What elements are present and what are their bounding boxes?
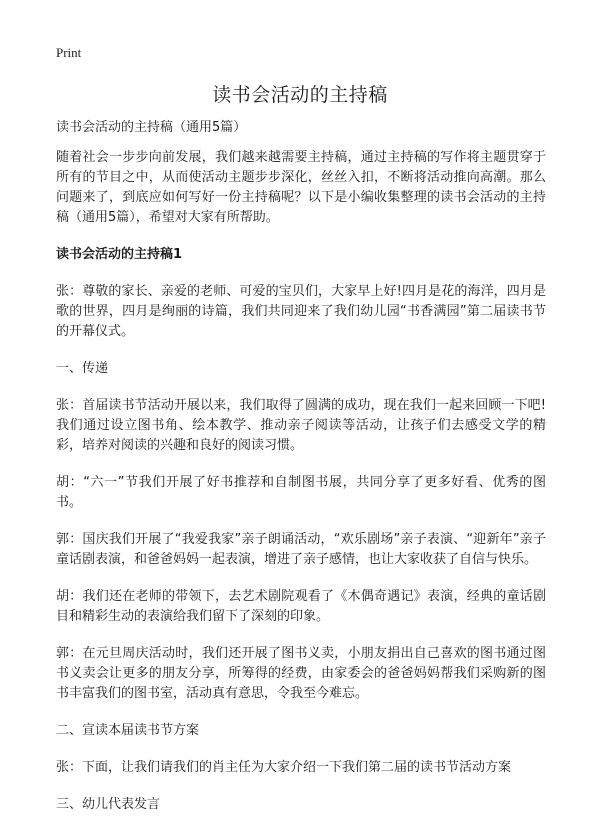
- body-paragraph: 张：尊敬的家长、亲爱的老师、可爱的宝贝们，大家早上好!四月是花的海洋，四月是歌的世界，四月是绚丽的诗篇，我们共同迎来了我们幼儿园“书香满园”第二届读书节的开幕仪式。: [56, 284, 546, 339]
- print-link[interactable]: Print: [56, 45, 82, 60]
- body-paragraph: 胡：“六一”节我们开展了好书推荐和自制图书展，共同分享了更多好看、优秀的图书。: [56, 475, 546, 510]
- body-paragraph: 张：首届读书节活动开展以来，我们取得了圆满的成功，现在我们一起来回顾一下吧!我们通过设立图书角、绘本教学、推动亲子阅读等活动，让孩子们去感受文学的精彩，培养对阅读的兴趣和良好的阅读习惯。: [56, 398, 546, 453]
- section-label: 二、宣读本届读书节方案: [56, 723, 200, 738]
- document-title: 读书会活动的主持稿: [212, 84, 388, 106]
- body-paragraph: 张：下面，让我们请我们的肖主任为大家介绍一下我们第二届的读书节活动方案: [56, 760, 512, 775]
- section-label: 一、传递: [56, 361, 109, 376]
- document-subtitle: 读书会活动的主持稿（通用5篇）: [56, 120, 247, 135]
- section-label: 三、幼儿代表发言: [56, 797, 161, 812]
- body-paragraph: 郭：在元旦周庆活动时，我们还开展了图书义卖，小朋友捐出自己喜欢的图书通过图书义卖会让更多的朋友分享，所筹得的经费，由家委会的爸爸妈妈帮我们采购新的图书丰富我们的图书室，活动真有意思，令我至今难忘。: [56, 646, 546, 701]
- document-body: [56, 118, 546, 832]
- section-heading: 读书会活动的主持稿1: [56, 247, 183, 262]
- body-paragraph: 胡：我们还在老师的带领下，去艺术剧院观看了《木偶奇遇记》表演，经典的童话剧目和精彩生动的表演给我们留下了深刻的印象。: [56, 589, 546, 624]
- body-paragraph: 郭：国庆我们开展了“我爱我家”亲子朗诵活动，“欢乐剧场”亲子表演、“迎新年”亲子童话剧表演，和爸爸妈妈一起表演，增进了亲子感情，也让大家收获了自信与快乐。: [56, 532, 546, 567]
- intro-paragraph: 随着社会一步步向前发展，我们越来越需要主持稿，通过主持稿的写作将主题贯穿于所有的节目之中，从而使活动主题步步深化，丝丝入扣，不断将活动推向高潮。那么问题来了，到底应如何写好一份主持稿呢？以下是小编收集整理的读书会活动的主持稿（通用5篇），希望对大家有所帮助。: [56, 150, 546, 225]
